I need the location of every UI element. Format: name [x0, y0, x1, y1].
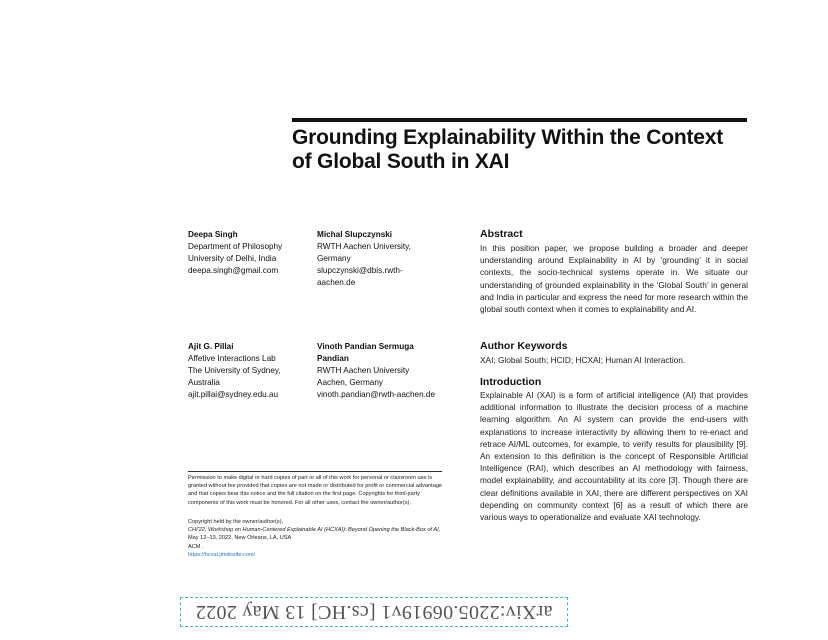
author-block — [188, 341, 308, 401]
introduction-text — [480, 389, 748, 523]
title-rule — [292, 118, 747, 122]
author-email: aachen.de — [317, 278, 356, 287]
abstract-text — [480, 242, 748, 315]
author-email: deepa.singh@gmail.com — [188, 266, 279, 275]
venue-italic: CHI'22, Workshop on Human-Centered Explainable AI (HCXAI): Beyond Opening the Black-Box of AI, — [188, 527, 441, 534]
author-affiliation: University of Delhi, India — [188, 254, 277, 263]
author-email: slupczynski@dbis.rwth- — [317, 266, 403, 275]
author-affiliation: The University of Sydney, — [188, 366, 281, 375]
venue-details: May 12–13, 2022, New Orleans, LA, USA — [188, 535, 292, 542]
workshop-link[interactable]: https://hcxai.jimdosite.com/ — [188, 551, 256, 558]
author-email: vinoth.pandian@rwth-aachen.de — [317, 390, 436, 399]
introduction-heading: Introduction — [480, 376, 542, 388]
author-block — [317, 341, 447, 401]
footnote-rule — [188, 471, 442, 472]
author-name: Vinoth Pandian Sermuga Pandian — [317, 342, 414, 363]
abstract-heading: Abstract — [480, 228, 523, 240]
author-affiliation: Department of Philosophy — [188, 242, 283, 251]
author-block — [188, 229, 308, 277]
author-affiliation: Aachen, Germany — [317, 378, 383, 387]
author-affiliation: RWTH Aachen University — [317, 366, 410, 375]
author-affiliation: Germany — [317, 254, 351, 263]
abstract-paragraph: In this position paper, we propose building a broader and deeper understanding around Explainability in AI by ‘grounding’ it in social contexts, the socio-technical systems operate in. We situate our understanding of grounded explainability in the ‘Global South’ in general and India in particular and express the need for more research within the global south context when it comes to explainability and AI. — [480, 243, 748, 315]
acm-line: ACM . — [188, 543, 204, 550]
author-affiliation: Australia — [188, 378, 220, 387]
arxiv-stamp-text: arXiv:2205.06919v1 [cs.HC] 13 May 2022 — [195, 601, 553, 624]
author-name: Michal Slupczynski — [317, 230, 393, 239]
keywords-paragraph: XAI; Global South; HCID; HCXAI; Human AI Interaction. — [480, 355, 686, 365]
copyright-line: Copyright held by the owner/author(s). — [188, 519, 284, 525]
author-affiliation: RWTH Aachen University, — [317, 242, 411, 251]
arxiv-stamp — [180, 597, 568, 627]
introduction-paragraph: Explainable AI (XAI) is a form of artificial intelligence (AI) that provides additional information to illustrate the decision process of a machine learning algorithm. An AI system can provide the end-users with explanations to increase interactivity by allowing them to re-enact and retrace AI/ML outcomes, for example, to verify results for plausibility [9]. An extension to this definition is the concept of Responsible Artificial Intelligence (RAI), which describes an AI methodology with fairness, model explainability, and accountability at its core [3]. Though there are clear definitions available in XAI, there are different perspectives on XAI depending on community context [6] as a result of which there are various ways to operationalize and evaluate XAI technology. — [480, 390, 748, 523]
venue-line — [188, 526, 450, 542]
copyright-block — [188, 518, 450, 559]
paper-title: Grounding Explainability Within the Context of Global South in XAI — [292, 126, 724, 173]
author-block — [317, 229, 437, 289]
author-affiliation: Affetive Interactions Lab — [188, 354, 276, 363]
author-email: ajit.pillai@sydney.edu.au — [188, 390, 279, 399]
permission-notice: Permission to make digital or hard copies of part or all of this work for personal or classroom use is granted without fee provided that copies are not made or distributed for profit or commercial advantage and that copies bear this notice and the full citation on the first page. Copyrights for third-party components of this work must be honored. For all other uses, contact the owner/author(s). — [188, 475, 443, 506]
keywords-heading: Author Keywords — [480, 340, 568, 352]
keywords-text — [480, 354, 748, 366]
author-name: Ajit G. Pillai — [188, 342, 234, 351]
author-name: Deepa Singh — [188, 230, 238, 239]
